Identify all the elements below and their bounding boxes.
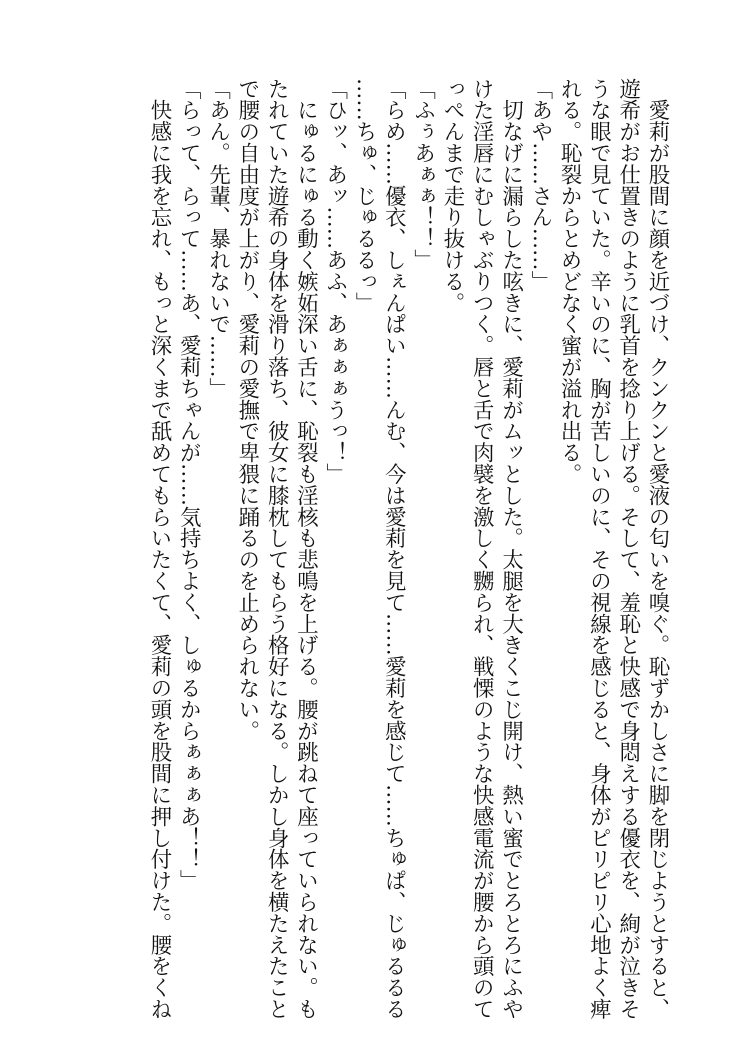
text-line: 「ふぅあぁぁ！！」 — [410, 78, 436, 271]
text-line: にゅるにゅる動く嫉妬深い舌に、恥裂も淫核も悲鳴を上げる。腰が跳ねて座っていられない。も — [293, 78, 319, 1020]
text-line: 「あや……さん……」 — [527, 78, 553, 292]
text-line: 切なげに漏らした呟きに、愛莉がムッとした。太腿を大きくこじ開け、熱い蜜でとろとろにふや — [498, 78, 524, 1020]
text-line: っぺんまで走り抜ける。 — [439, 78, 465, 314]
text-line: 快感に我を忘れ、もっと深くまで舐めてもらいたくて、愛莉の頭を股間に押し付けた。腰をくね — [146, 78, 172, 1020]
text-line: 遊希がお仕置きのように乳首を捻り上げる。そして、羞恥と快感で身悶えする優衣を、絢が泣きそ — [615, 78, 641, 1020]
text-line: れる。恥裂からとめどなく蜜が溢れ出る。 — [557, 78, 583, 485]
text-line: 愛莉が股間に顔を近づけ、クンクンと愛液の匂いを嗅ぐ。恥ずかしさに脚を閉じようとすると、 — [645, 78, 670, 1020]
text-line: 「ひッ、あッ……あふ、あぁぁぁうっ！」 — [322, 78, 348, 485]
text-line: けた淫唇にむしゃぶりつく。唇と舌で肉襞を激しく嬲られ、戦慄のような快感電流が腰から頭のて — [469, 78, 495, 1020]
text-line: で腰の自由度が上がり、愛莉の愛撫で卑猥に踊るのを止められない。 — [234, 78, 260, 742]
text-line: 「あん。先輩、暴れないで……」 — [205, 78, 231, 399]
text-line: うな眼で見ていた。辛いのに、胸が苦しいのに、その視線を感じると、身体がピリピリ心地よく痺 — [586, 78, 612, 1020]
text-line: ……ちゅ、じゅるるっ」 — [352, 78, 378, 314]
vertical-text-body — [60, 78, 672, 1020]
text-line: 「らめ……優衣、しぇんぱい……んむ、今は愛莉を見て……愛莉を感じて……ちゅぱ、じゅるるる — [381, 78, 407, 1020]
text-line: たれていた遊希の身体を滑り落ち、彼女に膝枕してもらう格好になる。しかし身体を横たえたこと — [264, 78, 290, 1020]
text-line: 「らって、らって……あ、愛莉ちゃんが……気持ちよく、しゅるからぁぁぁあ！！」 — [176, 78, 202, 892]
